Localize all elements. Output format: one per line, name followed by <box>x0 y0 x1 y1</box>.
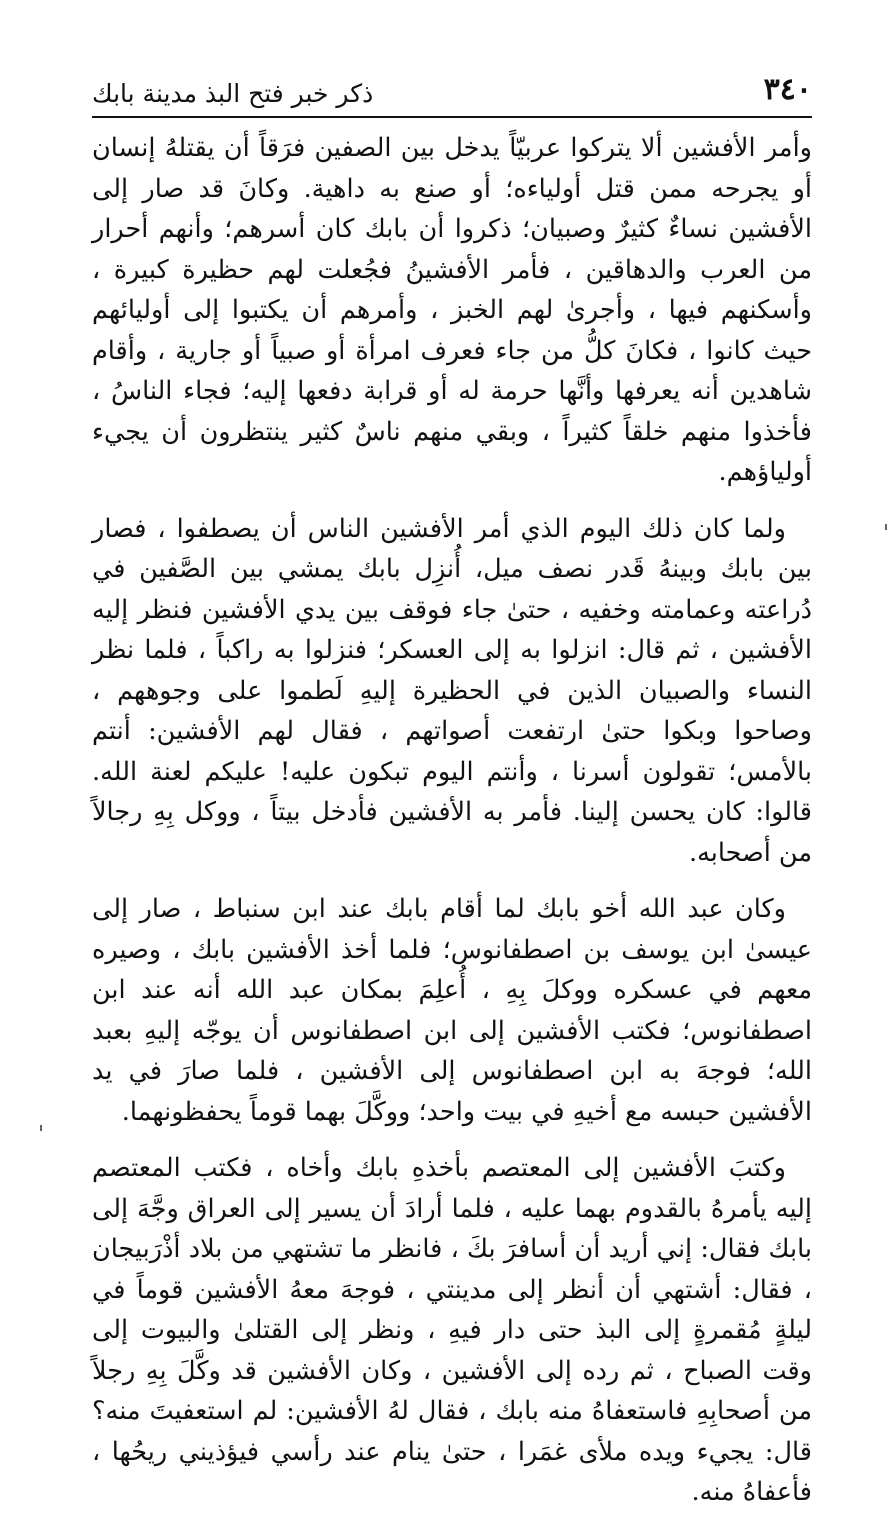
page-number: ٣٤٠ <box>763 72 812 107</box>
running-header <box>92 70 812 118</box>
body-text <box>92 128 812 1513</box>
scan-mark <box>40 1125 42 1131</box>
paragraph-1: وأمر الأفشين ألا يتركوا عربيّاً يدخل بين الصفين فرَقاً أن يقتلهُ إنسان أو يجرحه ممن قتل أولياءه؛ أو صنع به داهية. وكانَ قد صار إلى الأفشين نساءٌ كثيرٌ وصبيان؛ ذكروا أن بابك كان أسرهم؛ وأنهم أحرار من العرب والدهاقين ، فأمر الأفشينُ فجُعلت لهم حظيرة كبيرة ، وأسكنهم فيها ، وأجرىٰ لهم الخبز ، وأمرهم أن يكتبوا إلى أوليائهم حيث كانوا ، فكانَ كلُّ من جاء فعرف امرأة أو صبياً أو جارية ، وأقام شاهدين أنه يعرفها وأنَّها حرمة له أو قرابة دفعها إليه؛ فجاء الناسُ ، فأخذوا منهم خلقاً كثيراً ، وبقي منهم ناسٌ كثير ينتظرون أن يجيء أولياؤهم. <box>92 133 812 487</box>
scan-mark <box>885 524 887 530</box>
chapter-title: ذكر خبر فتح البذ مدينة بابك <box>92 79 374 108</box>
paragraph-2: ولما كان ذلك اليوم الذي أمر الأفشين الناس أن يصطفوا ، فصار بين بابك وبينهُ قَدر نصف ميل، أُنزِل بابك يمشي بين الصَّفين في دُراعته وعمامته وخفيه ، حتىٰ جاء فوقف بين يدي الأفشين فنظر إليه الأفشين ، ثم قال: انزلوا به إلى العسكر؛ فنزلوا به راكباً ، فلما نظر النساء والصبيان الذين في الحظيرة إليهِ لَطموا على وجوههم ، وصاحوا وبكوا حتىٰ ارتفعت أصواتهم ، فقال لهم الأفشين: أنتم بالأمس؛ تقولون أسرنا ، وأنتم اليوم تبكون عليه! عليكم لعنة الله. قالوا: كان يحسن إلينا. فأمر به الأفشين فأدخل بيتاً ، ووكل بِهِ رجالاً من أصحابه. <box>92 513 812 868</box>
paragraph-4: وكتبَ الأفشين إلى المعتصم بأخذهِ بابك وأخاه ، فكتب المعتصم إليه يأمرهُ بالقدوم بهما عليه ، فلما أرادَ أن يسير إلى العراق وجَّهَ إلى بابك فقال: إني أريد أن أسافرَ بكَ ، فانظر ما تشتهي من بلاد أذْرَبيجان ، فقال: أشتهي أن أنظر إلى مدينتي ، فوجهَ معهُ الأفشين قوماً في ليلةٍ مُقمرةٍ إلى البذ حتى دار فيهِ ، ونظر إلى القتلىٰ والبيوت إلى وقت الصباح ، ثم رده إلى الأفشين ، وكان الأفشين قد وكَّلَ بِهِ رجلاً من أصحابِهِ فاستعفاهُ منه بابك ، فقال لهُ الأفشين: لم استعفيتَ منه؟ قال: يجيء ويده ملأى غمَرا ، حتىٰ ينام عند رأسي فيؤذيني ريحُها ، فأعفاهُ منه. <box>92 1153 812 1507</box>
paragraph-3: وكان عبد الله أخو بابك لما أقام بابك عند ابن سنباط ، صار إلى عيسىٰ ابن يوسف بن اصطفانوس؛ فلما أخذ الأفشين بابك ، وصيره معهم في عسكره ووكلَ بِهِ ، أُعلِمَ بمكان عبد الله أنه عند ابن اصطفانوس؛ فكتب الأفشين إلى ابن اصطفانوس أن يوجّه إليهِ بعبد الله؛ فوجهَ به ابن اصطفانوس إلى الأفشين ، فلما صارَ في يد الأفشين حبسه مع أخيهِ في بيت واحد؛ ووكَّلَ بهما قوماً يحفظونهما. <box>92 894 812 1127</box>
